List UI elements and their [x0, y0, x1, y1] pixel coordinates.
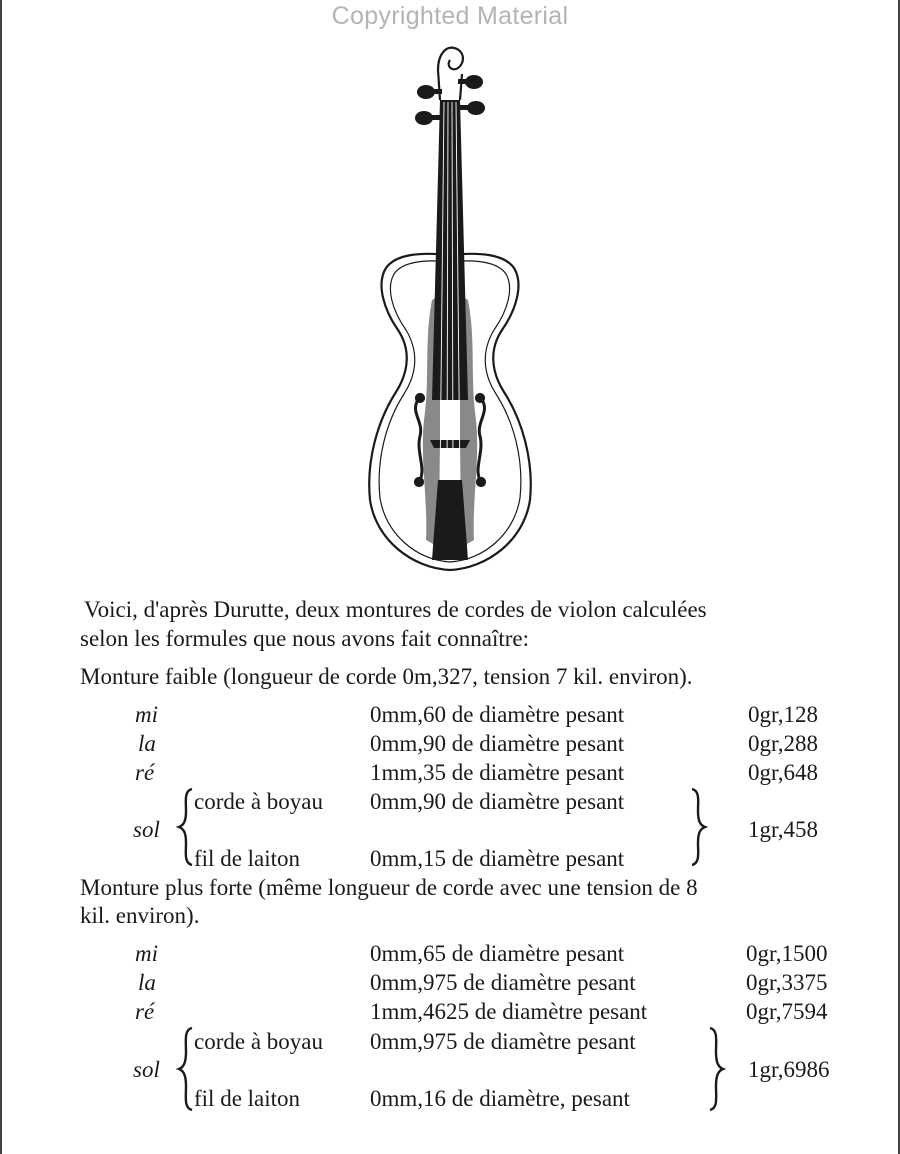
weak-heading: Monture faible (longueur de corde 0m,327, tension 7 kil. environ).	[80, 664, 693, 689]
weak-mi-weight: 0gr,128	[748, 702, 818, 727]
strong-sol-gut-spec: 0mm,975 de diamètre pesant	[370, 1029, 636, 1054]
strong-mi-name: mi	[135, 941, 158, 966]
weak-re-spec: 1mm,35 de diamètre pesant	[370, 760, 625, 785]
weak-mi-name: mi	[135, 702, 158, 727]
strong-sol-left-brace	[176, 1026, 196, 1112]
weak-sol-right-brace	[688, 787, 708, 867]
strong-la-name: la	[138, 970, 156, 995]
weak-sol-name: sol	[133, 817, 160, 842]
intro-line-2: selon les formules que nous avons fait connaître:	[80, 626, 530, 651]
strong-heading-line-2: kil. environ).	[80, 903, 200, 928]
page-edge-left	[0, 0, 2, 1154]
strong-sol-wire-label: fil de laiton	[194, 1086, 301, 1111]
weak-re-weight: 0gr,648	[748, 760, 818, 785]
weak-sol-wire-label: fil de laiton	[194, 846, 301, 871]
strong-la-weight: 0gr,3375	[746, 970, 828, 995]
weak-sol-gut-spec: 0mm,90 de diamètre pesant	[370, 789, 625, 814]
weak-la-name: la	[138, 731, 156, 756]
strong-sol-weight: 1gr,6986	[748, 1057, 830, 1082]
weak-sol-gut-label: corde à boyau	[194, 789, 323, 814]
weak-re-name: ré	[135, 760, 155, 785]
weak-la-spec: 0mm,90 de diamètre pesant	[370, 731, 625, 756]
strong-sol-wire-spec: 0mm,16 de diamètre, pesant	[370, 1086, 630, 1111]
watermark: Copyrighted Material	[331, 2, 569, 30]
strong-re-name: ré	[135, 999, 155, 1024]
strong-heading-line-1: Monture plus forte (même longueur de corde avec une tension de 8	[80, 875, 698, 900]
strong-sol-name: sol	[133, 1057, 160, 1082]
strong-la-spec: 0mm,975 de diamètre pesant	[370, 970, 636, 995]
strong-re-weight: 0gr,7594	[746, 999, 828, 1024]
weak-sol-wire-spec: 0mm,15 de diamètre pesant	[370, 846, 625, 871]
strong-mi-spec: 0mm,65 de diamètre pesant	[370, 941, 625, 966]
weak-sol-weight: 1gr,458	[748, 817, 818, 842]
strong-mi-weight: 0gr,1500	[746, 941, 828, 966]
strong-sol-gut-label: corde à boyau	[194, 1029, 323, 1054]
strong-re-spec: 1mm,4625 de diamètre pesant	[370, 999, 648, 1024]
weak-sol-left-brace	[176, 787, 196, 867]
intro-line-1: Voici, d'après Durutte, deux montures de cordes de violon calculées	[84, 597, 707, 622]
strong-sol-right-brace	[706, 1026, 726, 1112]
weak-la-weight: 0gr,288	[748, 731, 818, 756]
violin-icon	[340, 40, 560, 580]
weak-mi-spec: 0mm,60 de diamètre pesant	[370, 702, 625, 727]
